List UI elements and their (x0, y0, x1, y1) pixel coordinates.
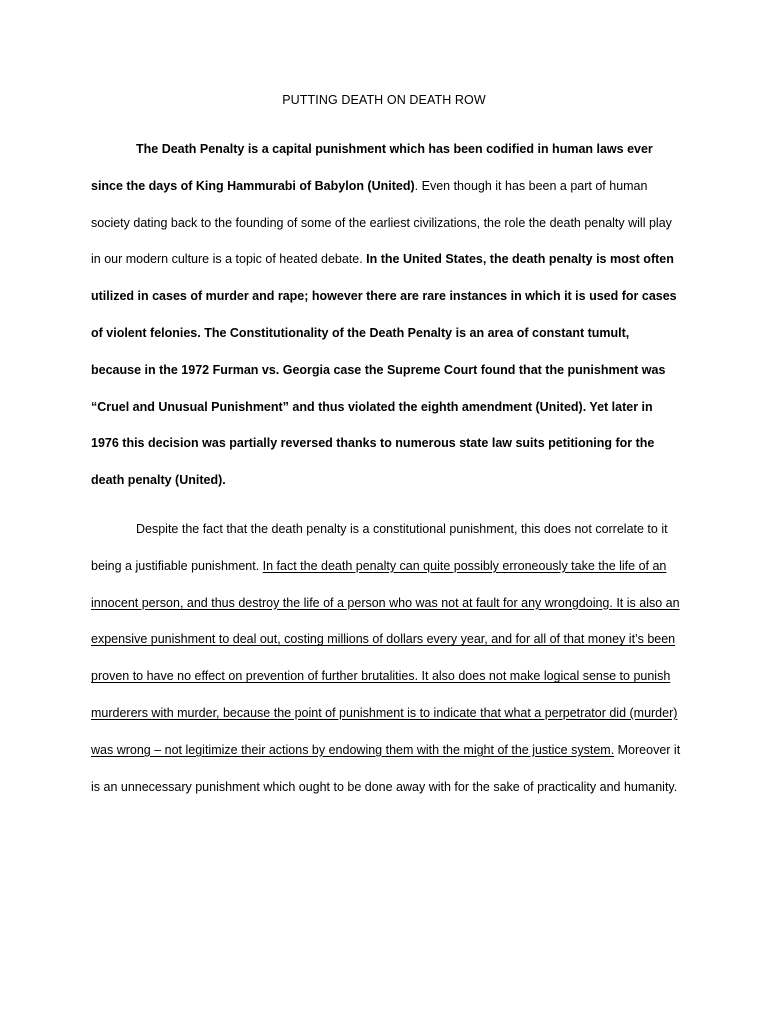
document-title: PUTTING DEATH ON DEATH ROW (282, 93, 486, 107)
paragraph-2-segment-3: Moreover it is an unnecessary punishment which ought to be done away with for the sake of practicality and humanity. (91, 742, 681, 794)
paragraph-1 (91, 131, 681, 499)
paragraph-2-segment-1: Despite the fact that the death penalty is a constitutional punishment, this does not correlate to it being a justifiable punishment. (91, 522, 668, 573)
paragraph-1-segment-3: In the United States, the death penalty is most often utilized in cases of murder and rape; however there are rare instances in which it is used for cases of violent felonies. The Constitutionality of the Death Penalty is an area of constant tumult, because in the 1972 Furman vs. Georgia case the Supreme Court found that the punishment was “Cruel and Unusual Punishment” and thus violated the eighth amendment (United). Yet later in 1976 this decision was partially reversed thanks to numerous state law suits petitioning for the death penalty (United). (91, 252, 677, 488)
paragraph-2 (91, 511, 681, 805)
paragraph-2-segment-2: In fact the death penalty can quite possibly erroneously take the life of an innocent person, and thus destroy the life of a person who was not at fault for any wrongdoing. It is also an expensive punishment to deal out, costing millions of dollars every year, and for all of that money it’s been proven to have no effect on prevention of further brutalities. It also does not make logical sense to punish murderers with murder, because the point of punishment is to indicate that what a perpetrator did (murder) was wrong – not legitimize their actions by endowing them with the might of the justice system. (91, 558, 680, 757)
paragraph-1-segment-2: . Even though it has been a part of human society dating back to the founding of some of the earliest civilizations, the role the death penalty will play in our modern culture is a topic of heated debate. (91, 178, 672, 267)
paragraph-1-segment-1: The Death Penalty is a capital punishment which has been codified in human laws ever since the days of King Hammurabi of Babylon (United) (91, 142, 653, 193)
